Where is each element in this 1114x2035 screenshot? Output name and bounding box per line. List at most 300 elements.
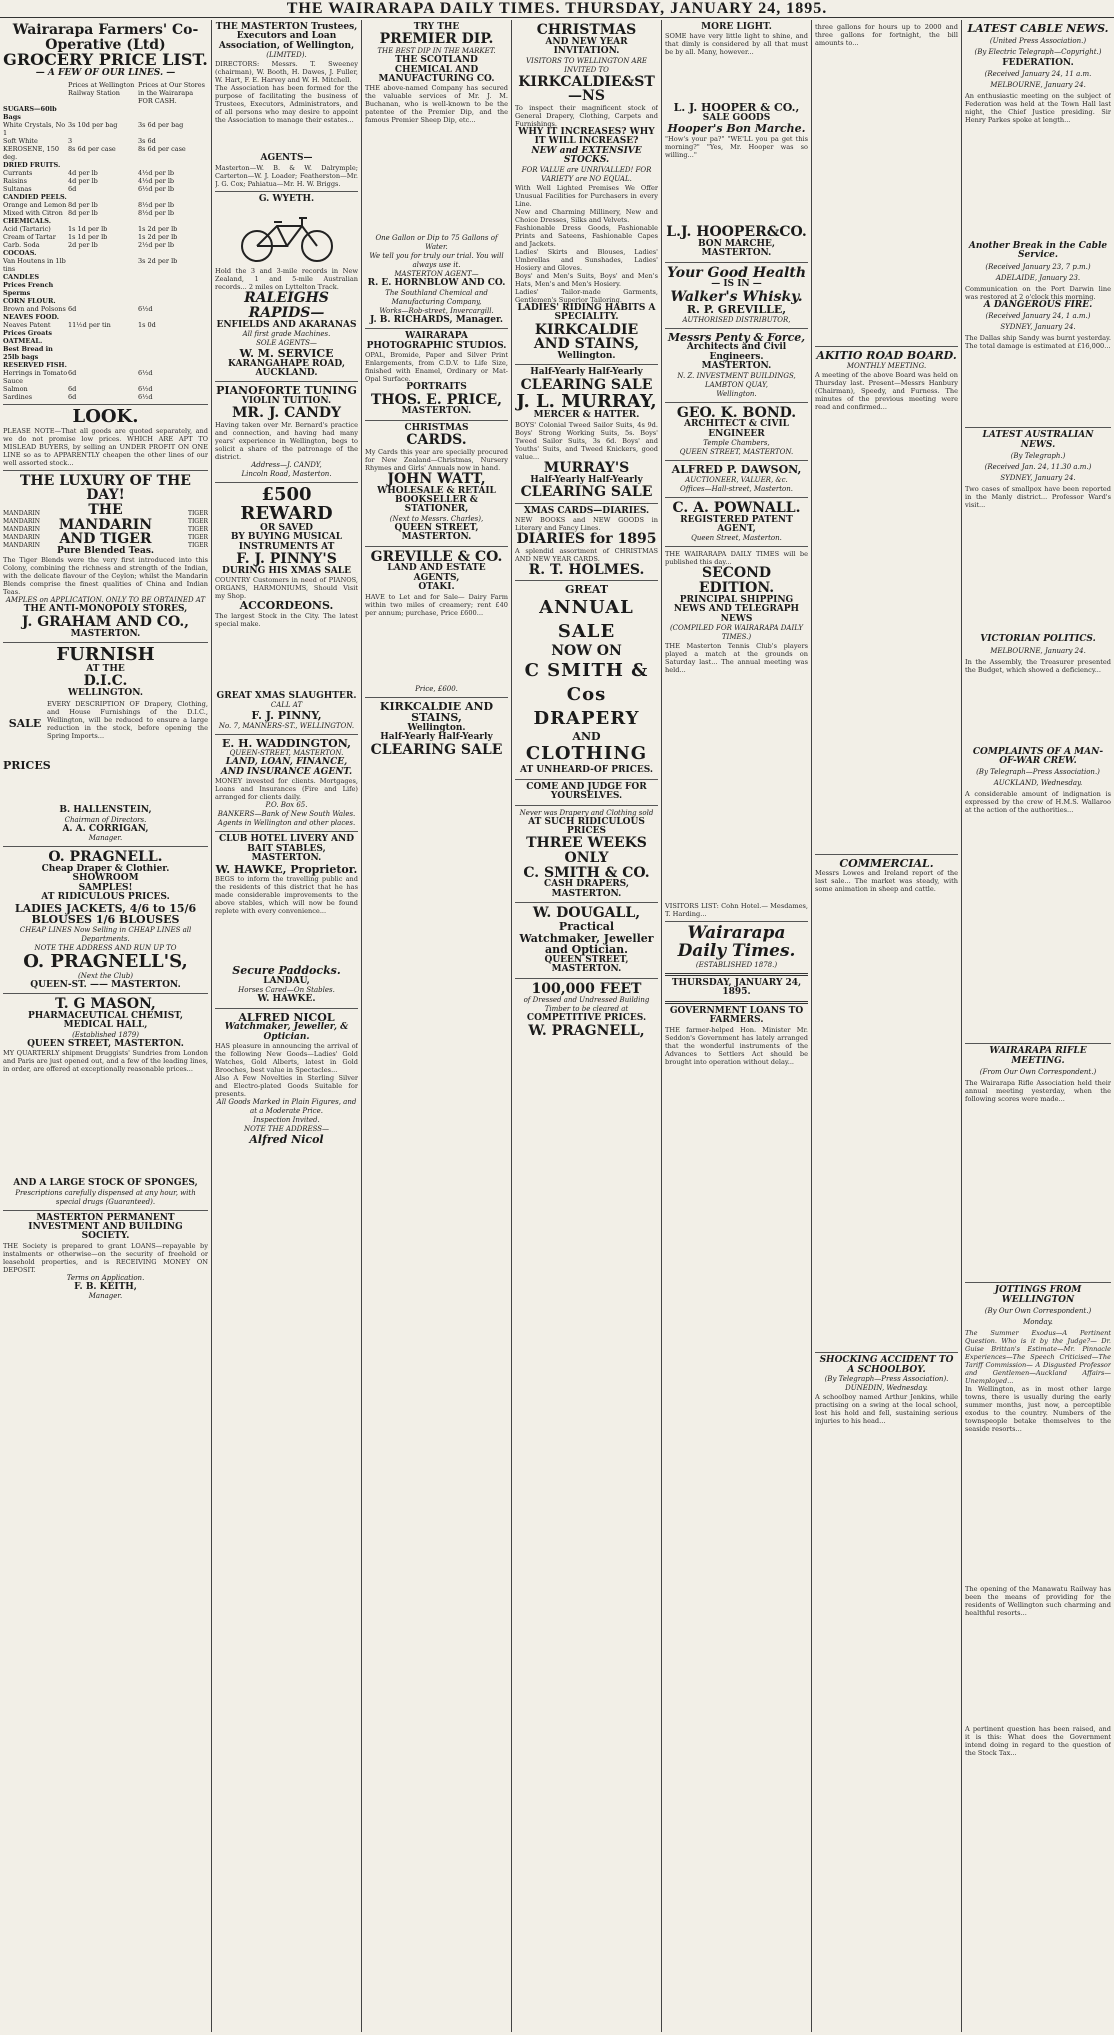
commercial: COMMERCIAL. bbox=[839, 856, 934, 870]
greville-text: HAVE to Let and for Sale— Dairy Farm within two miles of creamery; rent £40 per annum; purchase, Price £600... bbox=[365, 592, 508, 617]
price-row: CHEMICALS. bbox=[3, 216, 52, 225]
tea-box bbox=[3, 503, 208, 557]
kirk2: KIRKCALDIE AND STAINS, bbox=[533, 321, 640, 353]
photo-title: WAIRARAPA PHOTOGRAPHIC STUDIOS. bbox=[366, 331, 507, 351]
price-row: Salmon 6d 6½d bbox=[3, 384, 153, 393]
mandarin-sub: Pure Blended Teas. bbox=[56, 545, 155, 556]
visitors-list: VISITORS LIST: Cohn Hotel.— Mesdames, T. Harding... bbox=[665, 902, 808, 919]
pinny2: F. J. PINNY, bbox=[251, 709, 322, 723]
received3: (Received January 24, 1 a.m.) bbox=[985, 312, 1091, 321]
second-edition: SECOND EDITION. bbox=[698, 565, 775, 597]
land: LAND, LOAN, FINANCE, AND INSURANCE AGENT. bbox=[220, 757, 353, 777]
column-2 bbox=[212, 20, 362, 2032]
half-yearly-2: Half-Yearly Half-Yearly bbox=[530, 474, 643, 485]
now-on: NOW ON bbox=[551, 643, 622, 659]
price-sub: MASTERTON. bbox=[401, 406, 472, 417]
farmers-title: Wairarapa Farmers' Co-Operative (Ltd) bbox=[12, 22, 199, 53]
comp-text: A considerable amount of indignation is expressed by the crew of H.M.S. Wallaroo at the action of the authorities... bbox=[965, 790, 1111, 815]
visitors: VISITORS TO WELLINGTON ARE INVITED TO bbox=[526, 56, 647, 74]
anti-monopoly: THE ANTI-MONOPOLY STORES, bbox=[23, 604, 188, 615]
scot-text: THE above-named Company has secured the valuable services of Mr. J. M. Buchanan, who is well-known to be the patentee of the Premier Dip, and the famous Premier Sheep Dip, etc... bbox=[365, 84, 508, 125]
price-row: OATMEAL. bbox=[3, 336, 43, 345]
next-club: (Next the Club) bbox=[78, 971, 133, 980]
corrigan: A. A. CORRIGAN, bbox=[62, 823, 149, 834]
clearing-sale: CLEARING SALE bbox=[520, 376, 653, 393]
wdt-established: (ESTABLISHED 1878.) bbox=[695, 960, 778, 969]
keith: F. B. KEITH, bbox=[74, 1281, 137, 1292]
alfred-sub-2: Watchmaker, Jeweller, & Optician. bbox=[224, 1022, 349, 1042]
trustees-title: THE MASTERTON Trustees, Executors and Loan Association, of Wellington, bbox=[215, 22, 358, 51]
otaki: OTAKI. bbox=[418, 582, 455, 593]
invite: AND NEW YEAR INVITATION. bbox=[545, 36, 628, 57]
murray-text: BOYS' Colonial Tweed Sailor Suits, 4s 9d. Boys' Strong Working Suits, 5s. Boys' Tweed Sailor Suits, 3s 6d. Boys' and Youths' Suits, and Tweed Knickers, good value... bbox=[515, 420, 658, 461]
dic-wellington: WELLINGTON. bbox=[67, 687, 144, 698]
price-row: Acid (Tartaric) 1s 1d per lb 1s 2d per lb bbox=[3, 224, 178, 233]
union: (United Press Association.) bbox=[989, 36, 1087, 45]
samples: AMPLES on APPLICATION. ONLY TO BE OBTAINED AT bbox=[5, 596, 206, 605]
hornblow: R. E. HORNBLOW AND CO. bbox=[367, 278, 506, 289]
queen3: QUEEN STREET, bbox=[544, 954, 629, 965]
perry: Messrs Penty & Force, bbox=[667, 330, 806, 344]
christmas-text: My Cards this year are specially procured for New Zealand—Christmas, Nursery Rhymes and Girls' Annuals now in hand. bbox=[365, 447, 508, 472]
candy-text: Having taken over Mr. Bernard's practice and connection, and having had many years' experience in Wellington, begs to solicit a share of the patronage of the district. bbox=[215, 421, 358, 462]
gov-loans: GOVERNMENT LOANS TO FARMERS. bbox=[669, 1005, 804, 1026]
pragnell-title: O. PRAGNELL. bbox=[48, 849, 163, 866]
postal: With Well Lighted Premises We Offer Unusual Facilities for Purchasers in every Line. bbox=[515, 183, 658, 208]
cards-title: CARDS. bbox=[406, 432, 467, 449]
premier-sub: THE BEST DIP IN THE MARKET. bbox=[377, 47, 496, 56]
cheap-lines: CHEAP LINES Now Selling in CHEAP LINES all Departments. bbox=[19, 925, 192, 943]
rifle: WAIRARAPA RIFLE MEETING. bbox=[989, 1046, 1087, 1066]
federation: FEDERATION. bbox=[1002, 57, 1074, 68]
all-goods: All Goods Marked in Plain Figures, and at a Moderate Price. bbox=[216, 1097, 357, 1115]
masterton4: MASTERTON. bbox=[701, 361, 772, 372]
price-row: SUGARS—60lb Bags bbox=[3, 104, 57, 121]
cash: CASH DRAPERS, bbox=[544, 879, 629, 890]
wdt-date: THURSDAY, JANUARY 24, 1895. bbox=[671, 977, 802, 998]
unheard: AT UNHEARD-OF PRICES. bbox=[519, 765, 654, 776]
nz-investment: N. Z. INVESTMENT BUILDINGS, LAMBTON QUAY, bbox=[677, 371, 796, 389]
price-row: CANDLES bbox=[3, 272, 40, 281]
summary: The Summer Exodus—A Pertinent Question. Who is it by the Judge?— Dr. Guise Brittan's Estimate—Mr. Pinnacle Experiences—The Speech Criticised—The Tariff Commission— A Disgusted Professor and Gentlemen—Auckland Affairs—Unemployed... bbox=[965, 1329, 1111, 1386]
accordeons-text: The largest Stock in the City. The latest special make. bbox=[215, 611, 358, 628]
optician: and Optician. bbox=[544, 943, 628, 957]
horses: Horses Cared—On Stables. bbox=[238, 986, 335, 995]
gov-text: THE farmer-helped Hon. Minister Mr. Seddon's Government has lately arranged that the wonderful instruments of the Advances to Settlers Act should be brought into operation without delay... bbox=[665, 1025, 808, 1066]
w-pragnell: W. PRAGNELL, bbox=[528, 1022, 645, 1039]
authorised: AUTHORISED DISTRIBUTOR, bbox=[682, 315, 791, 324]
ladies-jackets: LADIES JACKETS, 4/6 to 15/6 bbox=[14, 901, 197, 915]
tea-side-left: MANDARIN MANDARIN MANDARIN MANDARIN MANDARIN bbox=[3, 509, 41, 549]
practical: Practical bbox=[558, 920, 615, 934]
new-clothing: New and Charming Millinery, New and Choice Dresses, Silks and Velvets. bbox=[515, 207, 658, 224]
manawatu: The opening of the Manawatu Railway has been the means of providing for the residents of Wellington such charming and healthful resorts... bbox=[965, 1585, 1111, 1618]
price-row: Currants 4d per lb 4½d per lb bbox=[3, 168, 175, 177]
price-row: Prices French Sperms bbox=[3, 280, 54, 297]
luxury-title: THE LUXURY OF THE DAY! bbox=[20, 472, 191, 504]
sponges: AND A LARGE STOCK OF SPONGES, bbox=[13, 1178, 198, 1189]
and: AND bbox=[572, 729, 601, 743]
club-hotel: CLUB HOTEL LIVERY AND BAIT STABLES, bbox=[218, 834, 355, 854]
walkers: Walker's Whisky. bbox=[670, 288, 803, 305]
column-4 bbox=[512, 20, 662, 2032]
wel4: Wellington. bbox=[716, 389, 757, 398]
price-row: Neaves Patent 11½d per tin 1s 0d bbox=[3, 320, 156, 329]
dougall: W. DOUGALL, bbox=[532, 905, 641, 922]
watt-sub: WHOLESALE & RETAIL BOOKSELLER & STATIONER, bbox=[377, 485, 496, 515]
pinny-address: No. 7, MANNERS-ST., WELLINGTON. bbox=[218, 721, 355, 730]
ridiculous: AT RIDICULOUS PRICES. bbox=[41, 892, 170, 903]
complaints: COMPLAINTS OF A MAN-OF-WAR CREW. bbox=[972, 746, 1104, 767]
great-xmas: GREAT XMAS SLAUGHTER. bbox=[216, 690, 357, 701]
queen4: QUEEN STREET, MASTERTON. bbox=[679, 448, 794, 457]
pinny: F. J. PINNY'S bbox=[236, 551, 337, 568]
premier-dip: PREMIER DIP. bbox=[379, 31, 494, 48]
competitive: COMPETITIVE PRICES. bbox=[526, 1013, 647, 1024]
column-7 bbox=[962, 20, 1114, 2032]
price-row: Orange and Lemon 8d per lb 8½d per lb bbox=[3, 200, 175, 209]
terms: Terms on Application. bbox=[66, 1273, 145, 1282]
candy-address: Address—J. CANDY, bbox=[251, 461, 322, 470]
melbourne: MELBOURNE, January 24. bbox=[990, 80, 1086, 89]
wdt-title: Wairarapa Daily Times. bbox=[677, 923, 796, 961]
drapery: DRAPERY bbox=[533, 707, 640, 729]
kirkcaldie-top: KIRKCALDIE AND STAINS, bbox=[379, 699, 494, 725]
price-row: RESERVED FISH. bbox=[3, 360, 67, 369]
hooper-bon: Hooper's Bon Marche. bbox=[667, 122, 806, 136]
agents-text: Masterton—W. B. & W. Dalrymple; Carterton—W. J. Loader; Featherston—Mr. J. G. Cox; Pahiatua—Mr. H. W. Briggs. bbox=[215, 163, 358, 188]
clothing: CLOTHING bbox=[525, 743, 648, 765]
mason-address: QUEEN STREET, MASTERTON. bbox=[27, 1038, 184, 1049]
annual-sale: ANNUAL SALE bbox=[539, 597, 634, 642]
agents-wel: Agents in Wellington and other places. bbox=[217, 819, 356, 828]
offered: OR SAVED bbox=[260, 522, 313, 533]
furnish: FURNISH bbox=[56, 643, 155, 665]
smith2: C. SMITH & CO. bbox=[523, 864, 650, 881]
kirk-wel-top: Wellington. bbox=[407, 722, 466, 733]
secure: Secure Paddocks. bbox=[232, 964, 341, 978]
patent: REGISTERED PATENT AGENT, bbox=[680, 514, 793, 534]
victoria: VICTORIAN POLITICS. bbox=[980, 634, 1096, 645]
price-row: Sardines 6d 6½d bbox=[3, 392, 153, 401]
by-tel2: (By Telegraph—Press Association.) bbox=[976, 768, 1100, 777]
one-gallon: One Gallon or Dip to 75 Gallons of Water. bbox=[375, 234, 498, 252]
prices-label: PRICES bbox=[3, 758, 51, 772]
hallenstein: B. HALLENSTEIN, bbox=[59, 805, 152, 816]
look-title: LOOK. bbox=[72, 405, 139, 427]
hooper-text: "How's your pa?" "WE'LL you pa get this morning?" "Yes, Mr. Hooper was so willing..." bbox=[665, 134, 808, 159]
break-text: Communication on the Port Darwin line was restored at 2 o'clock this morning. bbox=[965, 284, 1111, 301]
fashion: Fashionable Dress Goods, Fashionable Prints and Sateens, Fashionable Capes and Jackets. bbox=[515, 223, 658, 248]
sale-label: SALE bbox=[8, 717, 42, 731]
price-row: Van Houtens in 1lb tins 3s 2d per lb bbox=[3, 256, 178, 273]
monthly: MONTHLY MEETING. bbox=[846, 361, 927, 370]
bon-marche: BON MARCHE, MASTERTON. bbox=[697, 238, 776, 259]
few-lines: — A FEW OF OUR LINES. — bbox=[35, 68, 176, 79]
po-box: P.O. Box 65. bbox=[265, 801, 308, 810]
daily-text: THE WAIRARAPA DAILY TIMES will be published this day... bbox=[665, 550, 808, 567]
john-watt: JOHN WATT, bbox=[387, 470, 486, 487]
electric: (By Electric Telegraph—Copyright.) bbox=[974, 47, 1102, 56]
diaries: DIARIES for 1895 bbox=[516, 531, 657, 548]
vic-text: In the Assembly, the Treasurer presented the Budget, which showed a deficiency... bbox=[965, 657, 1111, 674]
price-row: Prices Groats bbox=[3, 328, 52, 337]
shock-text: A schoolboy named Arthur Jenkins, while practising on a swing at the local school, lost his hold and fell, sustaining serious injuries to his head... bbox=[815, 1392, 958, 1425]
hawke-text: BEGS to inform the travelling public and the residents of this district that he has made considerable improvements to the above stables, which will now be found replete with every convenience... bbox=[215, 875, 358, 916]
chairman: Chairman of Directors. bbox=[64, 815, 147, 824]
akitio-title: AKITIO ROAD BOARD. bbox=[816, 349, 957, 362]
during: DURING HIS XMAS SALE bbox=[222, 565, 351, 576]
masterton2: MASTERTON. bbox=[251, 853, 322, 864]
price-table bbox=[3, 105, 208, 401]
come: COME AND JUDGE FOR YOURSELVES. bbox=[526, 781, 647, 802]
received2: (Received January 23, 7 p.m.) bbox=[985, 262, 1091, 271]
price-row: Raisins 4d per lb 4½d per lb bbox=[3, 176, 175, 185]
landau: LANDAU, bbox=[263, 975, 310, 986]
candy: MR. J. CANDY bbox=[231, 405, 342, 422]
column-3 bbox=[362, 20, 512, 2032]
southland: The Southland Chemical and Manufacturing Company, bbox=[385, 288, 488, 306]
works: Works—Rob-street, Invercargill. bbox=[379, 306, 494, 315]
price-row: Best Bread in 25lb bags bbox=[3, 344, 53, 361]
christmas-cards-a: CHRISTMAS bbox=[404, 422, 469, 433]
graham-masterton: MASTERTON. bbox=[70, 628, 141, 639]
price-row: Soft White 3 3s 6d bbox=[3, 136, 156, 145]
never: Never was Drapery and Clothing sold bbox=[519, 808, 654, 817]
kirk-text: To inspect their magnificent stock of General Drapery, Clothing, Carpets and Furnishings. bbox=[515, 103, 658, 128]
column-5 bbox=[662, 20, 812, 2032]
sole-agents: SOLE AGENTS— bbox=[256, 339, 317, 347]
price-row: Brown and Polsons 6d 6½d bbox=[3, 304, 153, 313]
photo-text: OPAL, Bromide, Paper and Silver Print Enlargements, from C.D.V. to Life Size, finished with Enamel, Ordinary or Mat-Opal Surface. bbox=[365, 351, 508, 384]
look-text: PLEASE NOTE—That all goods are quoted separately, and we do not promise low prices. WHICH ARE APT TO MISLEAD BUYERS, by selling an UNDER PROFIT ON ONE LINE so as to APPARENTLY cheapen the other lines of our well assorted stock... bbox=[3, 426, 208, 467]
mandarin-title: THE MANDARIN AND TIGER bbox=[58, 501, 153, 548]
riding: LADIES' RIDING HABITS A SPECIALITY. bbox=[517, 302, 656, 323]
holmes: R. T. HOLMES. bbox=[528, 561, 645, 578]
offices: Offices—Hall-street, Masterton. bbox=[679, 484, 793, 493]
blouses: BLOUSES 1/6 BLOUSES bbox=[31, 913, 180, 927]
directors: DIRECTORS: Messrs. T. Sweeney (chairman), W. Booth, H. Dawes, J. Fuller, W. Hart, F. E. Harvey and W. H. Mitchell. bbox=[215, 60, 358, 85]
investment-title: MASTERTON PERMANENT INVESTMENT AND BUILDING SOCIETY. bbox=[28, 1212, 183, 1242]
wyeth: G. WYETH. bbox=[258, 193, 315, 204]
temple: Temple Chambers, bbox=[703, 439, 770, 448]
kirk-wel: Wellington. bbox=[557, 350, 616, 361]
smith-cos: C SMITH & Cos bbox=[524, 659, 649, 705]
jottings: JOTTINGS FROM WELLINGTON bbox=[994, 1285, 1082, 1305]
column-1 bbox=[0, 20, 212, 2032]
grocery-title: GROCERY PRICE LIST. bbox=[3, 50, 208, 70]
tailor: Ladies' Tailor-made Garments, Gentlemen's Superior Tailoring. bbox=[515, 287, 658, 304]
telegraph: (By Telegraph—Press Association). bbox=[824, 1374, 949, 1383]
price-row: CORN FLOUR. bbox=[3, 296, 56, 305]
column-6 bbox=[812, 20, 962, 2032]
investment-text: THE Society is prepared to grant LOANS—repayable by instalments or otherwise—on the security of freehold or leasehold properties, and is RECEIVING MONEY ON DEPOSIT. bbox=[3, 1241, 208, 1274]
established: (Established 1879) bbox=[72, 1030, 139, 1039]
reward: £500 REWARD bbox=[240, 484, 333, 524]
finale: A pertinent question has been raised, and it is this: What does the Government intend doing in regard to the question of the Stock Tax... bbox=[965, 1725, 1111, 1758]
waddington-sub: QUEEN-STREET, MASTERTON. bbox=[229, 749, 344, 758]
note-address-2: NOTE THE ADDRESS— bbox=[243, 1124, 330, 1133]
dic: D.I.C. bbox=[83, 673, 128, 690]
aus-news: LATEST AUSTRALIAN NEWS. bbox=[982, 430, 1094, 450]
pownall: C. A. POWNALL. bbox=[672, 499, 801, 516]
at-the: AT THE bbox=[86, 663, 125, 674]
medical-hall: MEDICAL HALL, bbox=[63, 1020, 148, 1031]
alfred-signature: Alfred Nicol bbox=[249, 1132, 324, 1146]
boys: Boys' and Men's Suits, Boys' and Men's Hats, Men's and Men's Hosiery. bbox=[515, 271, 658, 288]
bankers: BANKERS—Bank of New South Wales. bbox=[217, 810, 356, 819]
rapids: RAPIDS— bbox=[248, 304, 325, 321]
richards: J. B. RICHARDS, Manager. bbox=[369, 314, 503, 325]
principal: PRINCIPAL SHIPPING NEWS AND TELEGRAPH NEWS bbox=[673, 594, 800, 624]
watt-queen: QUEEN STREET, MASTERTON. bbox=[394, 522, 479, 543]
new-books: NEW BOOKS and NEW GOODS in Literary and Fancy Lines. bbox=[515, 516, 658, 533]
received4: (Received Jan. 24, 11.30 a.m.) bbox=[984, 463, 1092, 472]
auctioneer: AUCTIONEER, VALUER, &c. bbox=[685, 475, 788, 484]
inspection: Inspection Invited. bbox=[253, 1115, 320, 1124]
your-good: Your Good Health bbox=[666, 264, 806, 281]
hawke: W. HAWKE, Proprietor. bbox=[215, 862, 358, 876]
new-year-cards: A splendid assortment of CHRISTMAS AND NEW YEAR CARDS. bbox=[515, 546, 658, 563]
pragnell-big: O. PRAGNELL'S, bbox=[23, 950, 188, 972]
bike-text: Hold the 3 and 3-mile records in New Zealand, 1 and 5-mile Australian records... 2 miles on Lyttelton Track. bbox=[215, 267, 358, 292]
dic-text: EVERY DESCRIPTION OF Drapery, Clothing, and House Furnishings of the D.I.C., Wellington, will be reduced to ensure a large reduction in the stock, before opening the Spring Imports... bbox=[47, 700, 208, 741]
violin: VIOLIN TUITION. bbox=[241, 395, 332, 406]
masthead: THE WAIRARAPA DAILY TIMES. THURSDAY, JANUARY 24, 1895. bbox=[0, 0, 1114, 18]
price-row: COCOAS. bbox=[3, 248, 37, 257]
own: (From Our Own Correspondent.) bbox=[979, 1068, 1097, 1077]
great: GREAT bbox=[564, 583, 609, 597]
shocking: SHOCKING ACCIDENT TO A SCHOOLBOY. bbox=[819, 1355, 954, 1375]
showroom: SHOWROOM bbox=[72, 873, 139, 884]
fed-text: An enthusiastic meeting on the subject of Federation was held at the Town Hall last night, the Chief Justice presiding. Sir Henry Parkes spoke at length... bbox=[965, 91, 1111, 124]
adelaide: ADELAIDE, January 23. bbox=[995, 273, 1081, 282]
price-row: CANDIED PEELS. bbox=[3, 192, 67, 201]
by-tel: (By Telegraph.) bbox=[1010, 452, 1066, 461]
scotland: THE SCOTLAND CHEMICAL AND MANUFACTURING CO. bbox=[378, 55, 495, 84]
kirk: KIRKCALDIE&ST—NS bbox=[518, 73, 655, 105]
piano-title: PIANOFORTE TUNING bbox=[216, 384, 357, 398]
masterton3: MASTERTON. bbox=[551, 964, 622, 975]
masterton-agent: MASTERTON AGENT— bbox=[394, 270, 479, 279]
hooper2: L.J. HOOPER&CO. bbox=[666, 223, 807, 240]
watt-next: (Next to Messrs. Charles), bbox=[389, 514, 484, 523]
tell-you: We tell you for truly our trial. You will always use it. bbox=[369, 252, 504, 270]
three-weeks: THREE WEEKS ONLY bbox=[526, 835, 647, 867]
monday: Monday. bbox=[1023, 1318, 1053, 1327]
queen2: Queen Street, Masterton. bbox=[691, 534, 782, 543]
akitio-text: A meeting of the above Board was held on Thursday last. Present—Messrs Hanbury (Chairman), Speedy, and Furness. The minutes of the previous meeting were read and confirmed... bbox=[815, 370, 958, 411]
aus-text: Two cases of smallpox have been reported in the Manly district... Professor Ward's visit... bbox=[965, 485, 1111, 510]
alfred-novelties: Also A Few Novelties in Sterling Silver and Electro-plated Goods Suitable for presents. bbox=[215, 1073, 358, 1098]
price-row: NEAVES FOOD. bbox=[3, 312, 60, 321]
agents-label: AGENTS— bbox=[260, 153, 313, 164]
alfred-nicol-2: ALFRED NICOL bbox=[238, 1010, 335, 1024]
arch: ARCHITECT & CIVIL ENGINEER bbox=[683, 419, 790, 439]
tea-text: The Tiger Blends were the very first introduced into this Colony, combining the richness and strength of the Indian, with the delicate flavour of the Ceylon; whilst the Mandarin Blends comprise the finest qualities of China and Indian Teas. bbox=[3, 556, 208, 597]
lincoln: Lincoln Road, Masterton. bbox=[241, 470, 332, 479]
rifle-text: The Wairarapa Rifle Association held their annual meeting yesterday, when the following scores were made... bbox=[965, 1079, 1111, 1104]
accordeons: ACCORDEONS. bbox=[239, 599, 334, 613]
dic-manager: Manager. bbox=[88, 834, 123, 843]
price-row: Carb. Soda 2d per lb 2½d per lb bbox=[3, 240, 175, 249]
auckland: AUCKLAND, Wednesday. bbox=[993, 779, 1083, 788]
price-title: THOS. E. PRICE, bbox=[370, 391, 503, 408]
ladies: Ladies' Skirts and Blouses, Ladies' Umbrellas and Sunshades, Ladies' Hosiery and Gloves. bbox=[515, 247, 658, 272]
fire-text: The Dallas ship Sandy was burnt yesterday. The total damage is estimated at £16,000... bbox=[965, 334, 1111, 351]
xmas-cards: XMAS CARDS—DIARIES. bbox=[523, 505, 650, 516]
price-row: Herrings in Tomato Sauce 6d 6½d bbox=[3, 368, 153, 385]
fire: A DANGEROUS FIRE. bbox=[983, 299, 1093, 310]
sale-goods: SALE GOODS bbox=[702, 112, 771, 123]
compiled: (COMPILED FOR WAIRARAPA DAILY TIMES.) bbox=[669, 624, 804, 642]
jot-text: In Wellington, as in most other large towns, there is usually during the early summer months, just now, a perceptible exodus to the country. Numbers of the townspeople betake themselves to the seaside resorts... bbox=[965, 1385, 1111, 1434]
karangahape: KARANGAHAPE ROAD, AUCKLAND. bbox=[228, 358, 345, 378]
light-text: SOME have very little light to shine, and that dimly is considered by all that must be by all. Many, however... bbox=[665, 32, 808, 57]
mason-text: MY QUARTERLY shipment Druggists' Sundries from London and Paris are just opened out, and a few of the leading lines, in order, are offered at exceptionally reasonable prices... bbox=[3, 1049, 208, 1074]
raleighs: RALEIGHS bbox=[244, 290, 329, 307]
half-yearly-3: Half-Yearly Half-Yearly bbox=[380, 732, 493, 743]
price-row: KEROSENE, 150 deg. 8s 6d per case 8s 6d per case bbox=[3, 144, 186, 161]
murray: J. L. MURRAY, bbox=[516, 390, 657, 412]
mel2: MELBOURNE, January 24. bbox=[990, 646, 1086, 655]
commercial-text: Messrs Lowes and Ireland report of the last sale... The market was steady, with some animation in sheep and cattle. bbox=[815, 869, 958, 894]
compiled-text: THE Masterton Tennis Club's players played a match at the grounds on Saturday last... The annual meeting was held... bbox=[665, 642, 808, 675]
timber: of Dressed and Undressed Building Timber to be cleared at bbox=[523, 996, 650, 1014]
enfields: ENFIELDS AND AKARANAS bbox=[216, 319, 357, 330]
new-extensive: NEW and EXTENSIVE STOCKS. bbox=[531, 145, 642, 166]
money: MONEY invested for clients. Mortgages, Loans and Insurances (Fire and Life) arranged for clients daily. bbox=[215, 777, 358, 802]
tea-side-right: TIGER TIGER TIGER TIGER TIGER bbox=[187, 509, 208, 549]
note-address: NOTE THE ADDRESS AND RUN UP TO bbox=[34, 943, 177, 952]
greville: GREVILLE & CO. bbox=[370, 548, 503, 565]
by-buying: BY BUYING MUSICAL INSTRUMENTS AT bbox=[230, 532, 343, 552]
grenville: R. P. GREVILLE, bbox=[686, 303, 787, 317]
samples-label: SAMPLES! bbox=[78, 882, 133, 893]
watchmaker: Watchmaker, Jeweller bbox=[519, 931, 654, 945]
dunedin: DUNEDIN, Wednesday. bbox=[845, 1383, 928, 1392]
limited: (LIMITED). bbox=[266, 51, 307, 60]
hooper-title: L. J. HOOPER & CO., bbox=[673, 101, 800, 115]
pharm: PHARMACEUTICAL CHEMIST, bbox=[27, 1010, 184, 1021]
architects: Architects and Civil Engineers. bbox=[686, 342, 787, 362]
why: WHY IT INCREASES? WHY IT WILL INCREASE? bbox=[518, 126, 655, 147]
waddington: E. H. WADDINGTON, bbox=[222, 736, 351, 750]
prescriptions: Prescriptions carefully dispensed at any hour, with special drugs (Guaranteed). bbox=[15, 1188, 196, 1206]
portraits: PORTRAITS bbox=[406, 382, 467, 393]
mason-title: T. G MASON, bbox=[55, 996, 156, 1013]
another-break: Another Break in the Cable Service. bbox=[968, 240, 1108, 261]
country: COUNTRY Customers in need of PIANOS, ORGANS, HARMONIUMS, Should Visit my Shop. bbox=[215, 576, 358, 601]
pragnell-sub: Cheap Draper & Clothier. bbox=[41, 863, 170, 874]
bicycle-icon bbox=[232, 208, 342, 263]
is-in: — IS IN — bbox=[711, 279, 762, 290]
bond: GEO. K. BOND. bbox=[676, 404, 797, 421]
masterton3a: MASTERTON. bbox=[551, 888, 622, 899]
mercer: MERCER & HATTER. bbox=[533, 410, 640, 421]
keith-manager: Manager. bbox=[88, 1292, 123, 1301]
price-row: DRIED FRUITS. bbox=[3, 160, 61, 169]
value: FOR VALUE are UNRIVALLED! FOR VARIETY are NO EQUAL. bbox=[521, 165, 652, 183]
all-grade: All first grade Machines. bbox=[242, 330, 331, 338]
price-headers: Prices at Wellington Railway Station Prices at Our Stores in the Wairarapa FOR CASH. bbox=[68, 80, 205, 105]
service: W. M. SERVICE bbox=[239, 347, 334, 360]
top-text: three gallons for hours up to 2000 and three gallons for fortnight, the bill amounts to... bbox=[815, 23, 958, 47]
clearing-sale-2: CLEARING SALE bbox=[520, 483, 653, 500]
premier-try: TRY THE bbox=[413, 22, 460, 32]
alfred-text-2: HAS pleasure in announcing the arrival of the following New Goods—Ladies' Gold Watches, Gold Alberts, latest in Gold Brooches, best value in Spectacles... bbox=[215, 1041, 358, 1074]
dawson: ALFRED P. DAWSON, bbox=[671, 463, 802, 477]
